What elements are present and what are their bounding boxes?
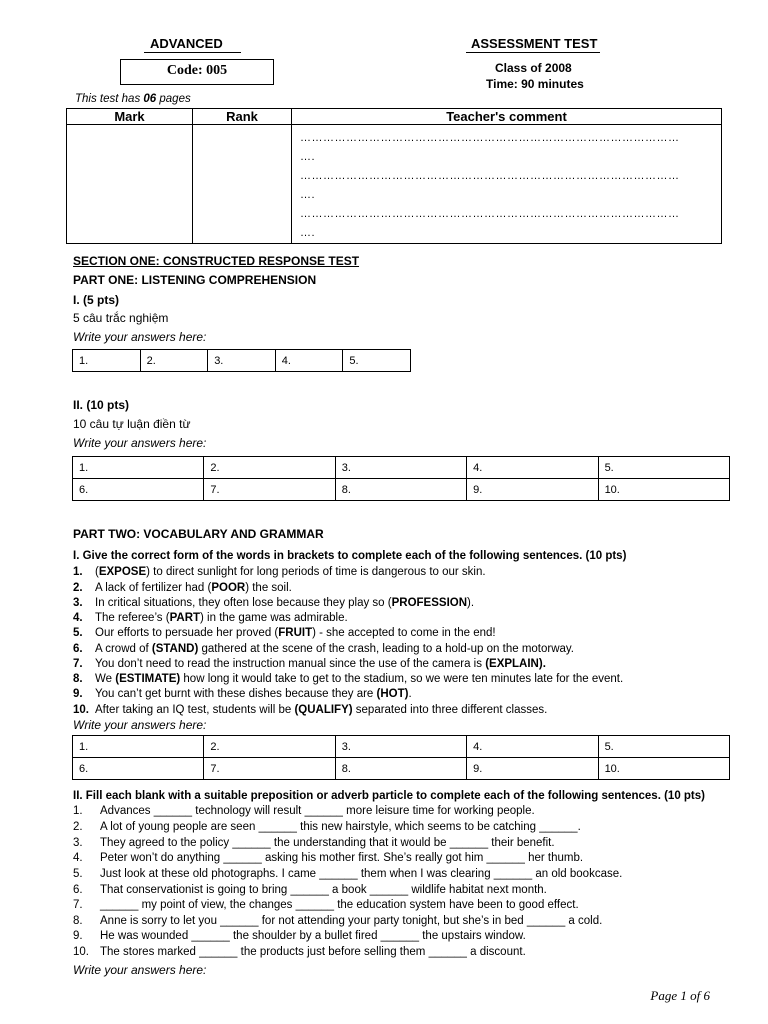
item-text: ) to direct sunlight for long periods of time is dangerous to our skin. bbox=[146, 566, 486, 578]
item-text: A lot of young people are seen ______ this new hairstyle, which seems to be catching ______. bbox=[100, 821, 581, 833]
item-number: 6. bbox=[73, 884, 83, 896]
part-two-title: PART TWO: VOCABULARY AND GRAMMAR bbox=[73, 527, 324, 541]
answer-cell[interactable]: 6. bbox=[73, 758, 204, 780]
header-right-title: ASSESSMENT TEST bbox=[471, 36, 598, 51]
mark-table bbox=[66, 108, 722, 244]
item-text: You can’t get burnt with these dishes because they are bbox=[95, 688, 377, 700]
answer-cell[interactable]: 8. bbox=[335, 479, 466, 501]
answer-cell[interactable]: 10. bbox=[598, 479, 729, 501]
listening-ii-title: II. (10 pts) bbox=[73, 398, 130, 412]
pages-suffix: pages bbox=[156, 93, 191, 105]
item-number: 9. bbox=[73, 930, 83, 942]
answer-cell[interactable]: 1. bbox=[73, 736, 204, 758]
comment-line: …. bbox=[300, 151, 316, 163]
answer-cell[interactable]: 7. bbox=[204, 758, 335, 780]
answer-cell[interactable]: 3. bbox=[208, 350, 276, 372]
part-one-title: PART ONE: LISTENING COMPREHENSION bbox=[73, 273, 317, 287]
word-form-item bbox=[73, 566, 486, 578]
item-keyword: FRUIT bbox=[278, 627, 313, 639]
answer-cell[interactable]: 10. bbox=[598, 758, 729, 780]
item-keyword: (HOT) bbox=[376, 688, 409, 700]
item-text: gathered at the scene of the crash, leading to a hold-up on the motorway. bbox=[198, 643, 575, 655]
item-text: In critical situations, they often lose because they play so ( bbox=[95, 597, 392, 609]
comment-line: …. bbox=[300, 189, 316, 201]
item-keyword: (ESTIMATE) bbox=[115, 673, 181, 685]
item-text: . bbox=[408, 688, 412, 700]
item-number: 10. bbox=[73, 704, 89, 716]
preposition-item bbox=[73, 930, 526, 942]
answer-cell[interactable]: 2. bbox=[204, 457, 335, 479]
preposition-item bbox=[73, 821, 581, 833]
item-number: 4. bbox=[73, 612, 83, 624]
answer-cell[interactable]: 5. bbox=[598, 736, 729, 758]
item-text: We bbox=[95, 673, 116, 685]
page-number: Page 1 of 6 bbox=[650, 988, 710, 1003]
word-form-title: I. Give the correct form of the words in brackets to complete each of the following sentences. (10 pts) bbox=[73, 550, 627, 562]
item-number: 7. bbox=[73, 658, 83, 670]
write-answers-label: Write your answers here: bbox=[73, 436, 207, 450]
listening-ii-desc: 10 câu tự luận điền từ bbox=[73, 417, 191, 431]
item-keyword: (EXPLAIN). bbox=[485, 658, 546, 670]
item-text: You don’t need to read the instruction manual since the use of the camera is bbox=[95, 658, 486, 670]
class-of: Class of 2008 bbox=[495, 61, 572, 75]
item-text: A lack of fertilizer had ( bbox=[95, 582, 212, 594]
comment-line: ……………………………………………………………………………………… bbox=[300, 132, 680, 144]
listening-i-desc: 5 câu trắc nghiệm bbox=[73, 311, 169, 325]
answer-cell[interactable]: 8. bbox=[335, 758, 466, 780]
answer-cell[interactable]: 2. bbox=[204, 736, 335, 758]
answer-cell[interactable]: 3. bbox=[335, 736, 466, 758]
item-number: 7. bbox=[73, 899, 83, 911]
answer-cell[interactable]: 5. bbox=[343, 350, 411, 372]
answer-cell[interactable]: 7. bbox=[204, 479, 335, 501]
item-text: ) in the game was admirable. bbox=[200, 612, 348, 624]
write-answers-label: Write your answers here: bbox=[73, 718, 207, 732]
time-limit: Time: 90 minutes bbox=[486, 77, 584, 91]
answer-cell[interactable]: 1. bbox=[73, 350, 141, 372]
item-text: Peter won’t do anything ______ asking his mother first. She’s really got him ______ her thumb. bbox=[100, 852, 584, 864]
item-number: 6. bbox=[73, 643, 83, 655]
preposition-item bbox=[73, 899, 579, 911]
write-answers-label: Write your answers here: bbox=[73, 330, 207, 344]
item-number: 2. bbox=[73, 821, 83, 833]
item-text: separated into three different classes. bbox=[352, 704, 548, 716]
word-form-item bbox=[73, 658, 546, 670]
preposition-item bbox=[73, 946, 526, 958]
rank-header: Rank bbox=[193, 109, 292, 125]
item-number: 9. bbox=[73, 688, 83, 700]
item-text: ). bbox=[467, 597, 475, 609]
preposition-item bbox=[73, 805, 535, 817]
listening-i-title: I. (5 pts) bbox=[73, 293, 120, 307]
preposition-item bbox=[73, 915, 602, 927]
answer-cell[interactable]: 9. bbox=[467, 758, 598, 780]
answer-cell[interactable]: 3. bbox=[335, 457, 466, 479]
preposition-item bbox=[73, 868, 622, 880]
item-number: 8. bbox=[73, 915, 83, 927]
item-text: how long it would take to get to the stadium, so we were ten minutes late for the event. bbox=[180, 673, 624, 685]
answer-cell[interactable]: 5. bbox=[598, 457, 729, 479]
listening-i-answer-table bbox=[72, 349, 411, 372]
item-number: 1. bbox=[73, 805, 83, 817]
pages-count: 06 bbox=[143, 93, 157, 105]
item-number: 1. bbox=[73, 566, 83, 578]
preposition-item bbox=[73, 884, 547, 896]
preposition-item bbox=[73, 837, 555, 849]
item-text: Advances ______ technology will result ______ more leisure time for working people. bbox=[100, 805, 535, 817]
comment-line: ……………………………………………………………………………………… bbox=[300, 170, 680, 182]
word-form-item bbox=[73, 582, 292, 594]
answer-cell[interactable]: 4. bbox=[467, 736, 598, 758]
item-text: That conservationist is going to bring ______ a book ______ wildlife habitat next month. bbox=[100, 884, 547, 896]
mark-header: Mark bbox=[67, 109, 193, 125]
item-text: The stores marked ______ the products just before selling them ______ a discount. bbox=[100, 946, 526, 958]
preposition-title: II. Fill each blank with a suitable preposition or adverb particle to complete each of the following sentences. (10 pts) bbox=[73, 790, 705, 802]
item-keyword: PART bbox=[169, 612, 201, 624]
item-text: They agreed to the policy ______ the understanding that it would be ______ their benefit. bbox=[100, 837, 555, 849]
word-form-answer-table bbox=[72, 735, 730, 780]
word-form-item bbox=[73, 704, 547, 716]
pages-prefix: This test has bbox=[75, 93, 144, 105]
answer-cell[interactable]: 9. bbox=[467, 479, 598, 501]
item-keyword: (QUALIFY) bbox=[294, 704, 353, 716]
word-form-item bbox=[73, 597, 474, 609]
answer-cell[interactable]: 4. bbox=[275, 350, 343, 372]
item-number: 2. bbox=[73, 582, 83, 594]
word-form-item bbox=[73, 688, 412, 700]
comment-line: ……………………………………………………………………………………… bbox=[300, 208, 680, 220]
item-keyword: (STAND) bbox=[151, 643, 199, 655]
item-text: After taking an IQ test, students will be bbox=[95, 704, 295, 716]
item-text: ______ my point of view, the changes ______ the education system have been to good effect. bbox=[100, 899, 579, 911]
listening-ii-answer-table bbox=[72, 456, 730, 501]
item-text: A crowd of bbox=[95, 643, 152, 655]
item-number: 3. bbox=[73, 837, 83, 849]
item-text: Anne is sorry to let you ______ for not attending your party tonight, but she’s in bed ______ a cold. bbox=[100, 915, 603, 927]
comment-header: Teacher's comment bbox=[292, 109, 722, 125]
mark-cell[interactable] bbox=[67, 125, 193, 244]
comment-cell[interactable] bbox=[292, 125, 722, 244]
rank-cell[interactable] bbox=[193, 125, 292, 244]
section-one-title: SECTION ONE: CONSTRUCTED RESPONSE TEST bbox=[73, 254, 360, 268]
code-label: Code: 005 bbox=[166, 63, 228, 78]
pages-note bbox=[75, 93, 191, 105]
item-text: Just look at these old photographs. I came ______ them when I was clearing ______ an old bookcase. bbox=[100, 868, 623, 880]
code-box bbox=[120, 59, 274, 85]
item-number: 5. bbox=[73, 868, 83, 880]
item-text: He was wounded ______ the shoulder by a bullet fired ______ the upstairs window. bbox=[100, 930, 526, 942]
word-form-item bbox=[73, 612, 348, 624]
item-number: 3. bbox=[73, 597, 83, 609]
header-left-title: ADVANCED bbox=[150, 36, 223, 51]
item-text: Our efforts to persuade her proved ( bbox=[95, 627, 279, 639]
item-number: 10. bbox=[73, 946, 89, 958]
item-text: ( bbox=[95, 566, 99, 578]
item-keyword: POOR bbox=[211, 582, 246, 594]
word-form-item bbox=[73, 673, 623, 685]
answer-cell[interactable]: 2. bbox=[140, 350, 208, 372]
item-keyword: EXPOSE bbox=[98, 566, 147, 578]
item-text: ) - she accepted to come in the end! bbox=[312, 627, 496, 639]
answer-cell[interactable]: 6. bbox=[73, 479, 204, 501]
word-form-item bbox=[73, 627, 496, 639]
item-number: 4. bbox=[73, 852, 83, 864]
word-form-item bbox=[73, 643, 574, 655]
item-number: 8. bbox=[73, 673, 83, 685]
item-keyword: PROFESSION bbox=[391, 597, 468, 609]
preposition-item bbox=[73, 852, 583, 864]
item-number: 5. bbox=[73, 627, 83, 639]
item-text: ) the soil. bbox=[245, 582, 292, 594]
right-title-underline bbox=[466, 52, 600, 53]
write-answers-label: Write your answers here: bbox=[73, 963, 207, 977]
answer-cell[interactable]: 1. bbox=[73, 457, 204, 479]
item-text: The referee’s ( bbox=[95, 612, 170, 624]
answer-cell[interactable]: 4. bbox=[467, 457, 598, 479]
comment-line: …. bbox=[300, 227, 316, 239]
left-title-underline bbox=[144, 52, 241, 53]
